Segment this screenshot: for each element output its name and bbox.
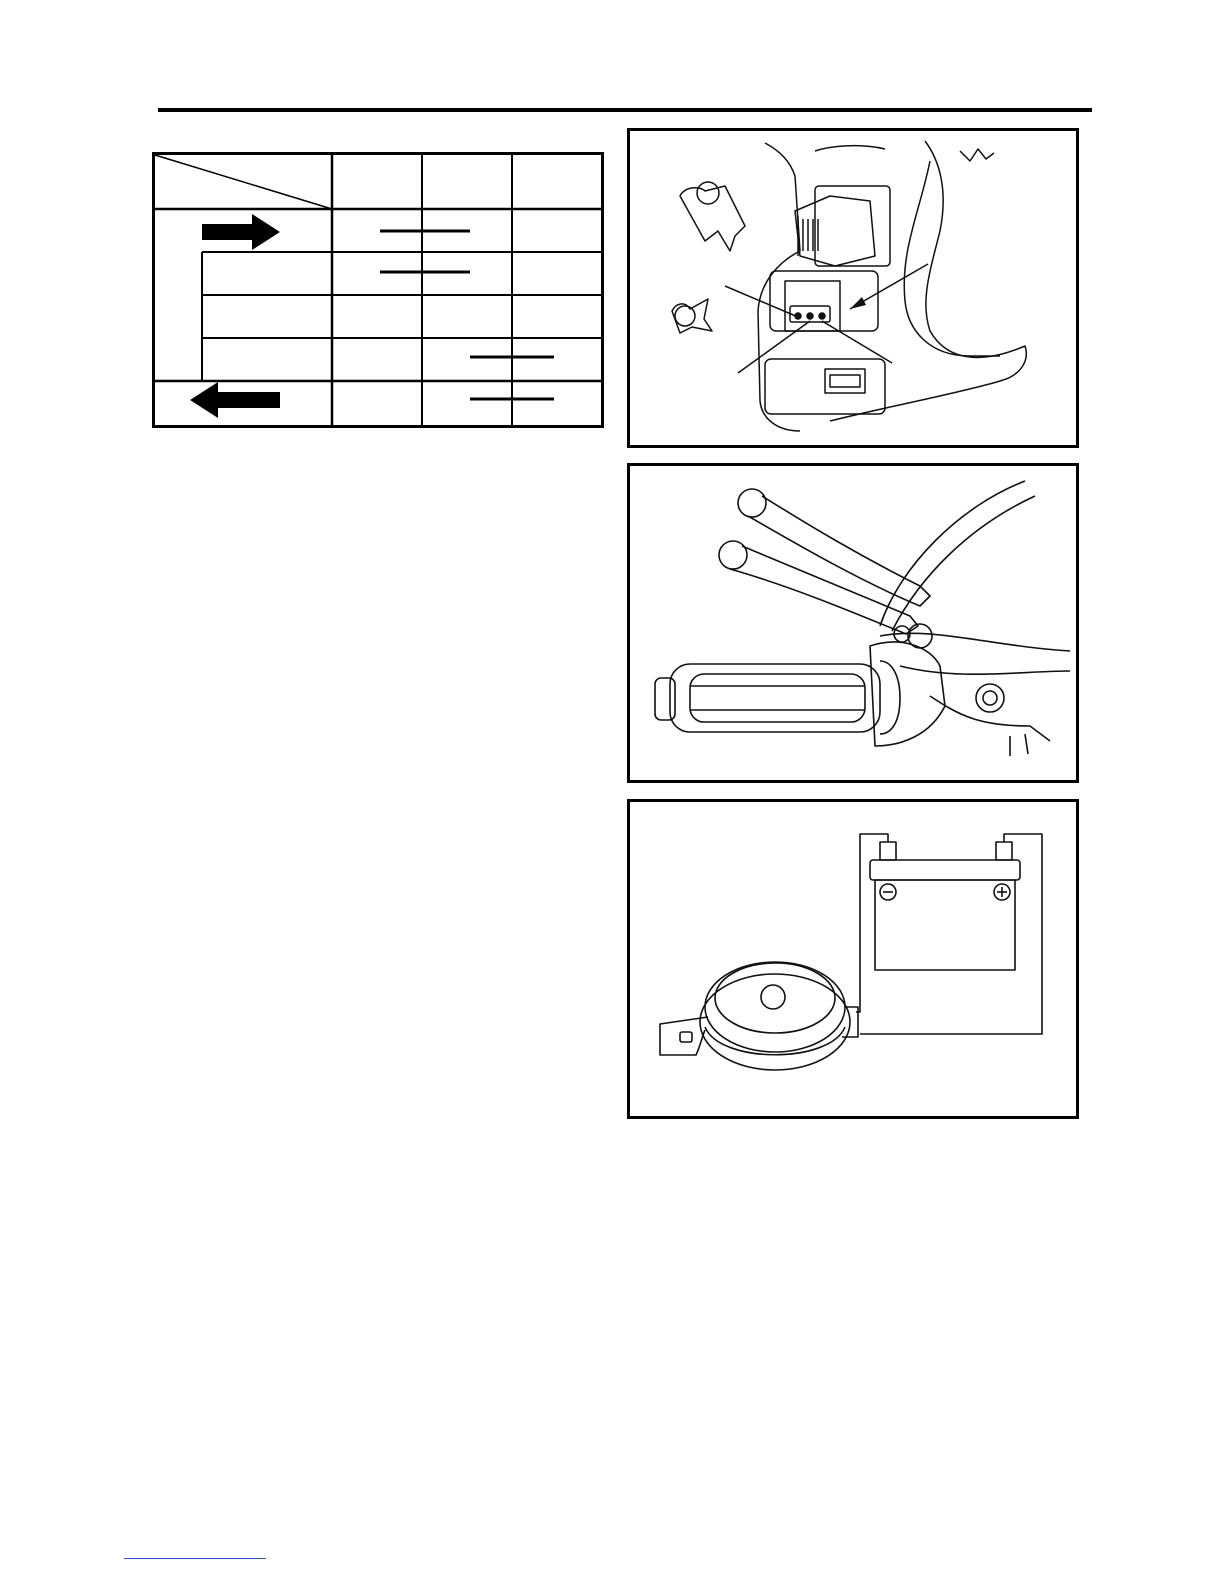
header-rule — [158, 108, 1092, 112]
footer-link-underline — [124, 1558, 266, 1559]
switch-continuity-table — [152, 152, 604, 428]
handlebar-grip-drawing — [630, 466, 1076, 780]
turn-signal-switch-figure — [627, 128, 1079, 448]
switch-connector-drawing — [630, 131, 1076, 445]
horn-battery-figure — [627, 799, 1079, 1119]
handlebar-figure — [627, 463, 1079, 783]
horn-battery-drawing — [630, 802, 1076, 1116]
